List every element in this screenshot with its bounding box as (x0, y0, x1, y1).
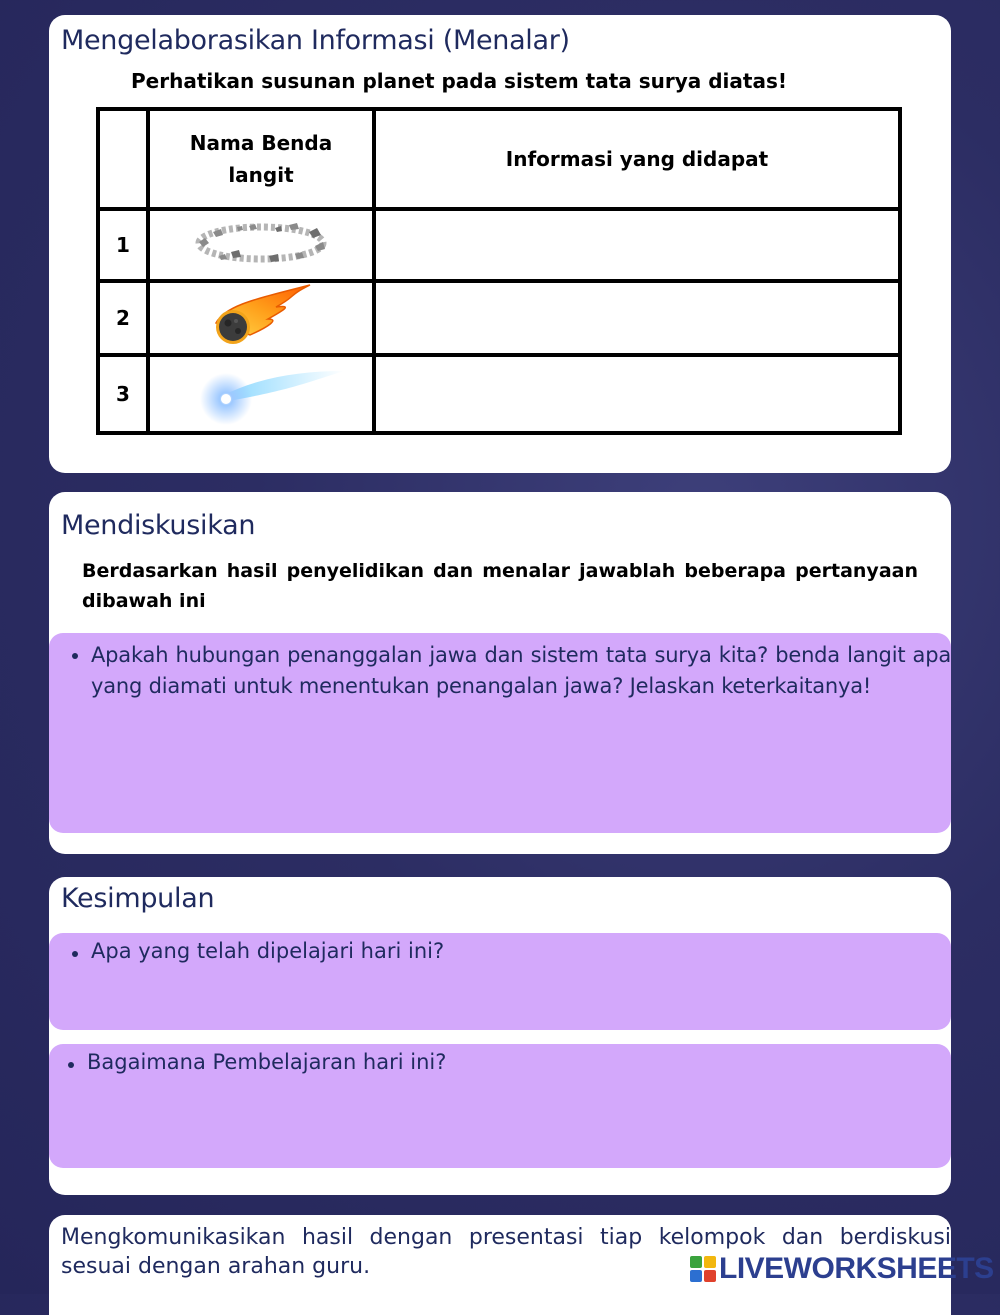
meteor-icon (148, 281, 374, 355)
question-text: Bagaimana Pembelajaran hari ini? (87, 1050, 447, 1074)
answer-box[interactable] (49, 933, 951, 1030)
info-cell[interactable] (374, 355, 900, 433)
asteroid-belt-icon (148, 209, 374, 281)
info-cell[interactable] (374, 281, 900, 355)
question-text: Apa yang telah dipelajari hari ini? (91, 939, 445, 963)
answer-box[interactable] (49, 633, 951, 833)
brand-name: LIVEWORKSHEETS (719, 1252, 994, 1285)
conclusion-card (49, 877, 951, 1195)
header-information: Informasi yang didapat (374, 109, 900, 209)
info-cell[interactable] (374, 209, 900, 281)
logo-icon (690, 1256, 716, 1282)
instruction: Perhatikan susunan planet pada sistem tata surya diatas! (131, 69, 787, 93)
section-title: Mengelaborasikan Informasi (Menalar) (61, 25, 570, 56)
header-celestial-name: Nama Benda langit (148, 109, 374, 209)
row-number: 1 (98, 209, 148, 281)
row-number: 2 (98, 281, 148, 355)
discussion-card (49, 492, 951, 854)
comet-icon (148, 355, 374, 433)
table-header-row (98, 109, 900, 209)
section-title: Kesimpulan (61, 883, 215, 914)
bullet (72, 653, 78, 659)
bullet (72, 951, 78, 957)
bullet (68, 1062, 74, 1068)
table-row (98, 209, 900, 281)
elaboration-card (49, 15, 951, 473)
instruction: Berdasarkan hasil penyelidikan dan menalar jawablah beberapa pertanyaan dibawah ini (82, 560, 918, 612)
question-text: Apakah hubungan penanggalan jawa dan sistem tata surya kita? benda langit apa yang diamati untuk menentukan penangalan jawa? Jelaskan keterkaitanya! (91, 643, 951, 698)
table-row (98, 281, 900, 355)
header-number (98, 109, 148, 209)
closing-text: Mengkomunikasikan hasil dengan presentasi tiap kelompok dan berdiskusi sesuai dengan arahan guru. (61, 1225, 951, 1279)
liveworksheets-logo (690, 1253, 994, 1285)
section-title: Mendiskusikan (61, 510, 256, 541)
observation-table (96, 107, 902, 435)
table-row (98, 355, 900, 433)
answer-box[interactable] (49, 1044, 951, 1168)
row-number: 3 (98, 355, 148, 433)
